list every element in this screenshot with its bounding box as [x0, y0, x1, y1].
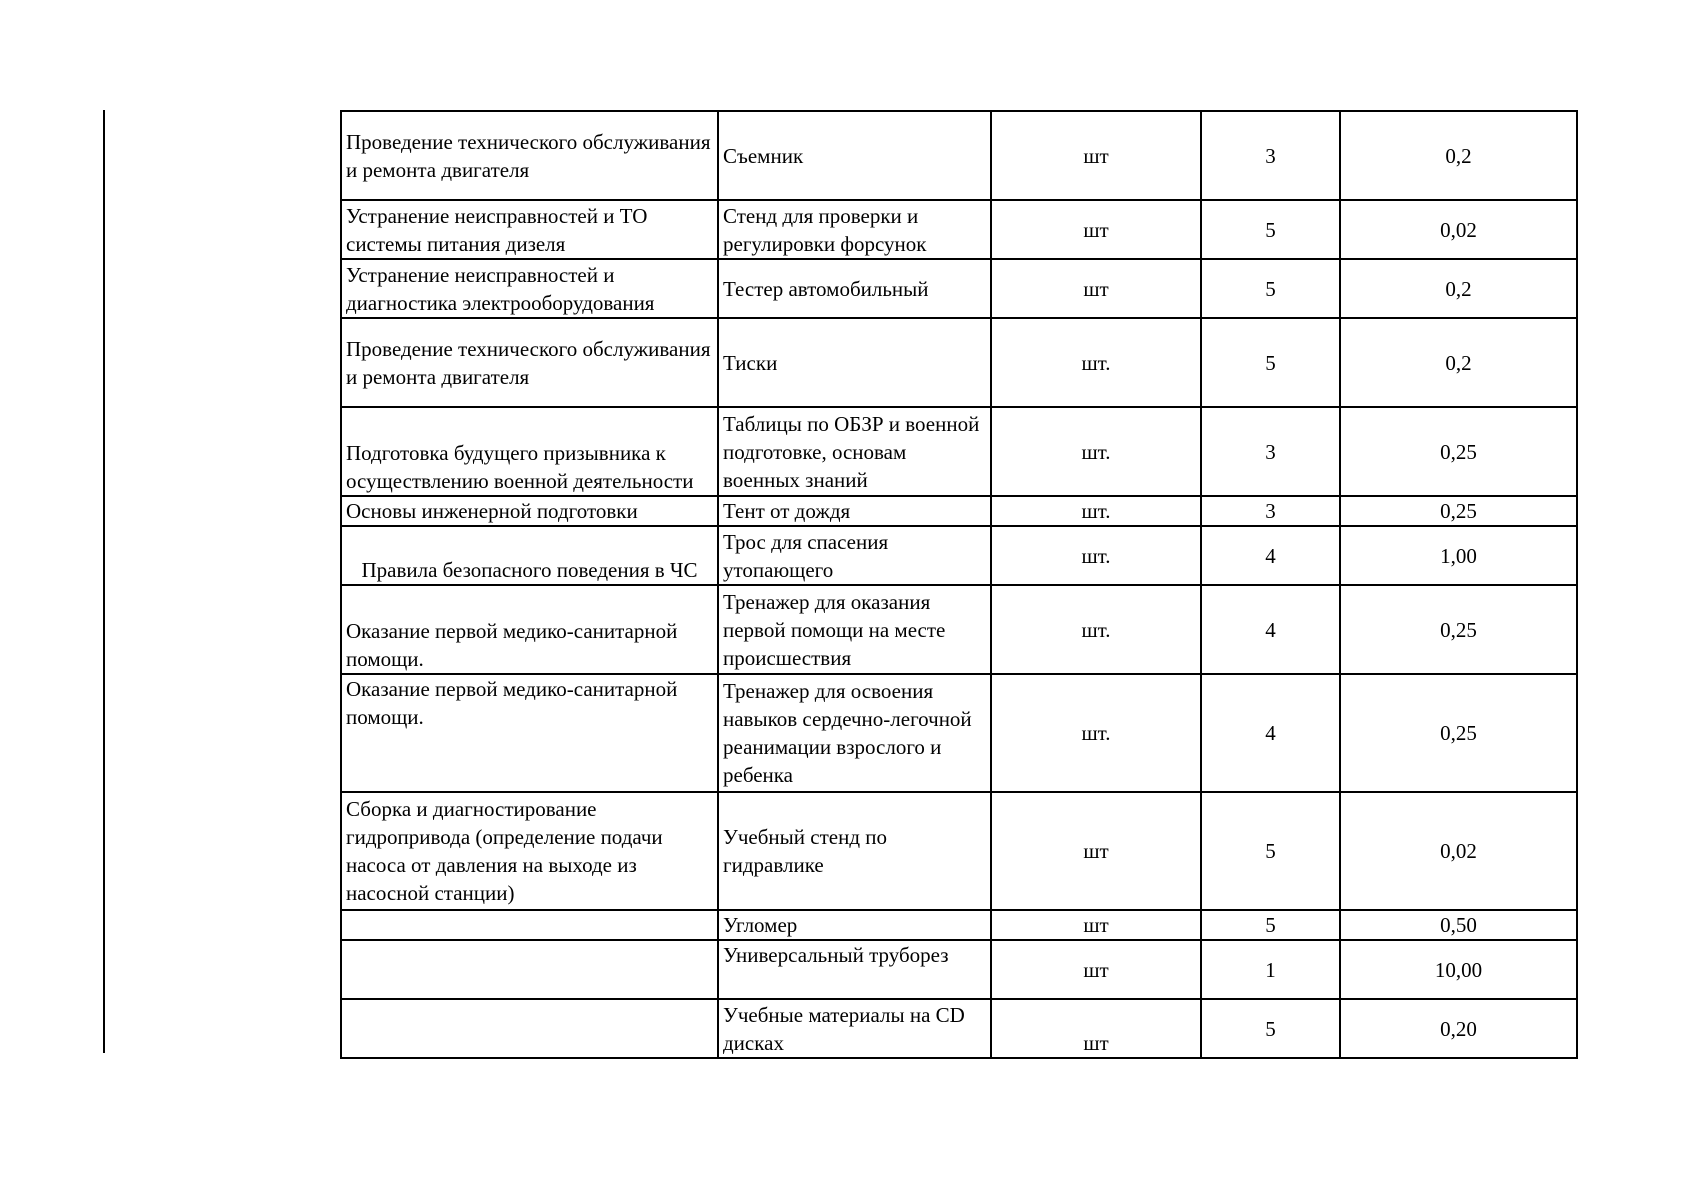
item-cell: Тент от дождя	[718, 496, 991, 526]
unit-cell: шт	[991, 792, 1201, 910]
value-cell: 0,20	[1340, 999, 1577, 1058]
item-cell: Трос для спасения утопающего	[718, 526, 991, 585]
table-row	[341, 940, 1577, 999]
unit-cell: шт.	[991, 318, 1201, 407]
unit-cell: шт	[991, 910, 1201, 940]
value-cell: 0,50	[1340, 910, 1577, 940]
qty-cell: 4	[1201, 526, 1340, 585]
table-row	[341, 999, 1577, 1058]
value-cell: 0,2	[1340, 259, 1577, 318]
item-cell: Тренажер для оказания первой помощи на месте происшествия	[718, 585, 991, 674]
unit-cell: шт	[991, 200, 1201, 259]
qty-cell: 5	[1201, 318, 1340, 407]
unit-cell: шт.	[991, 496, 1201, 526]
work-cell	[341, 940, 718, 999]
value-cell: 1,00	[1340, 526, 1577, 585]
qty-cell: 3	[1201, 407, 1340, 496]
work-cell: Проведение технического обслуживания и ремонта двигателя	[341, 111, 718, 200]
unit-cell: шт	[991, 999, 1201, 1058]
item-cell: Универсальный труборез	[718, 940, 991, 999]
value-cell: 0,02	[1340, 792, 1577, 910]
value-cell: 0,2	[1340, 318, 1577, 407]
item-cell: Съемник	[718, 111, 991, 200]
work-cell	[341, 910, 718, 940]
unit-cell: шт	[991, 940, 1201, 999]
item-cell: Таблицы по ОБЗР и военной подготовке, основам военных знаний	[718, 407, 991, 496]
table-row	[341, 910, 1577, 940]
table-row	[341, 259, 1577, 318]
work-cell: Устранение неисправностей и диагностика электрооборудования	[341, 259, 718, 318]
work-cell: Оказание первой медико-санитарной помощи.	[341, 585, 718, 674]
qty-cell: 3	[1201, 496, 1340, 526]
table-row	[341, 792, 1577, 910]
qty-cell: 3	[1201, 111, 1340, 200]
work-cell	[341, 999, 718, 1058]
value-cell: 0,02	[1340, 200, 1577, 259]
work-cell: Проведение технического обслуживания и ремонта двигателя	[341, 318, 718, 407]
qty-cell: 5	[1201, 259, 1340, 318]
work-cell: Основы инженерной подготовки	[341, 496, 718, 526]
table-row	[341, 585, 1577, 674]
table-row	[341, 496, 1577, 526]
table-row	[341, 318, 1577, 407]
unit-cell: шт.	[991, 585, 1201, 674]
equipment-table	[340, 110, 1578, 1059]
qty-cell: 5	[1201, 792, 1340, 910]
item-cell: Учебные материалы на CD дисках	[718, 999, 991, 1058]
table-row	[341, 674, 1577, 792]
qty-cell: 5	[1201, 200, 1340, 259]
qty-cell: 4	[1201, 585, 1340, 674]
work-cell: Подготовка будущего призывника к осуществлению военной деятельности	[341, 407, 718, 496]
value-cell: 0,25	[1340, 496, 1577, 526]
item-cell: Учебный стенд по гидравлике	[718, 792, 991, 910]
work-cell: Оказание первой медико-санитарной помощи.	[341, 674, 718, 792]
qty-cell: 5	[1201, 910, 1340, 940]
left-margin-line	[103, 110, 105, 1053]
value-cell: 0,25	[1340, 674, 1577, 792]
item-cell: Тренажер для освоения навыков сердечно-легочной реанимации взрослого и ребенка	[718, 674, 991, 792]
unit-cell: шт.	[991, 674, 1201, 792]
value-cell: 0,25	[1340, 585, 1577, 674]
item-cell: Тестер автомобильный	[718, 259, 991, 318]
qty-cell: 1	[1201, 940, 1340, 999]
work-cell: Сборка и диагностирование гидропривода (определение подачи насоса от давления на выходе из насосной станции)	[341, 792, 718, 910]
item-cell: Тиски	[718, 318, 991, 407]
item-cell: Стенд для проверки и регулировки форсунок	[718, 200, 991, 259]
unit-cell: шт.	[991, 407, 1201, 496]
work-cell: Правила безопасного поведения в ЧС	[341, 526, 718, 585]
value-cell: 0,25	[1340, 407, 1577, 496]
work-cell: Устранение неисправностей и ТО системы питания дизеля	[341, 200, 718, 259]
unit-cell: шт.	[991, 526, 1201, 585]
unit-cell: шт	[991, 259, 1201, 318]
table-row	[341, 200, 1577, 259]
table-row	[341, 407, 1577, 496]
unit-cell: шт	[991, 111, 1201, 200]
table-row	[341, 526, 1577, 585]
qty-cell: 5	[1201, 999, 1340, 1058]
table-row	[341, 111, 1577, 200]
item-cell: Угломер	[718, 910, 991, 940]
value-cell: 10,00	[1340, 940, 1577, 999]
value-cell: 0,2	[1340, 111, 1577, 200]
qty-cell: 4	[1201, 674, 1340, 792]
